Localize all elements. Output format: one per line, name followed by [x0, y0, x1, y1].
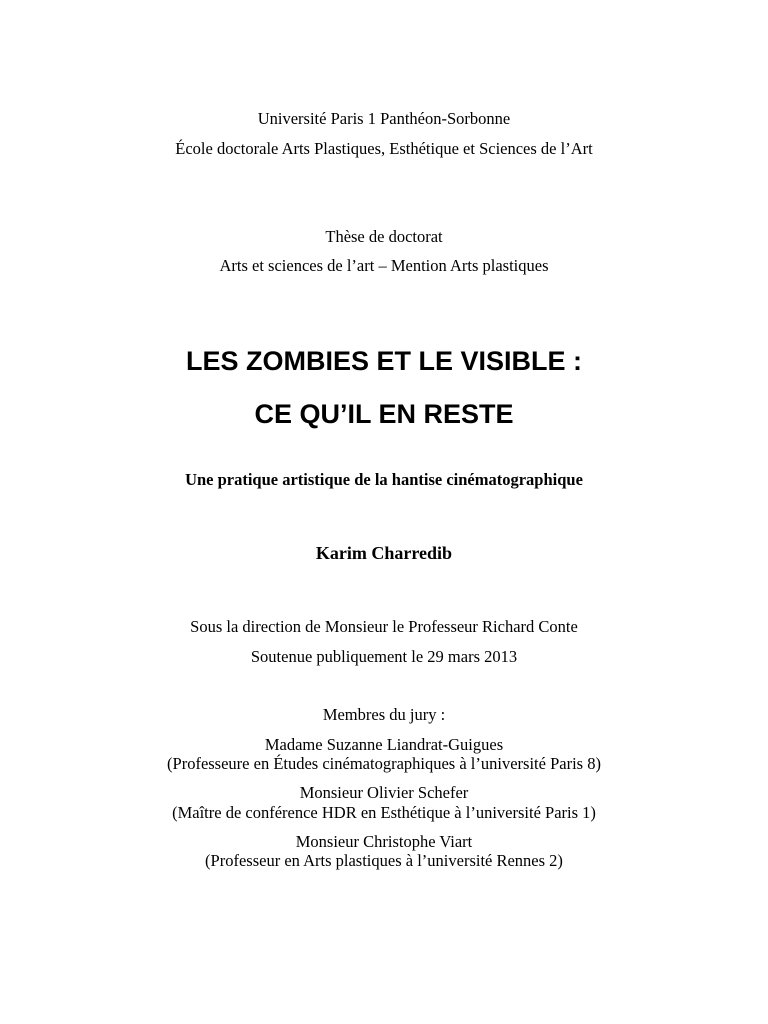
- author-name: Karim Charredib: [315, 543, 453, 563]
- thesis-field: Arts et sciences de l’art – Mention Arts plastiques: [219, 256, 549, 275]
- thesis-title-line-1: LES ZOMBIES ET LE VISIBLE :: [185, 346, 583, 376]
- defense-date: Soutenue publiquement le 29 mars 2013: [250, 647, 518, 666]
- thesis-type: Thèse de doctorat: [325, 227, 443, 246]
- jury-member-name: Monsieur Christophe Viart: [295, 832, 473, 851]
- university-name: Université Paris 1 Panthéon-Sorbonne: [257, 109, 511, 128]
- jury-member-role: (Professeure en Études cinématographiques à l’université Paris 8): [167, 754, 601, 773]
- supervisor-line: Sous la direction de Monsieur le Professeur Richard Conte: [190, 617, 578, 636]
- thesis-subtitle: Une pratique artistique de la hantise cinématographique: [185, 470, 583, 489]
- thesis-title-line-2: CE QU’IL EN RESTE: [254, 399, 514, 429]
- jury-member-name: Monsieur Olivier Schefer: [299, 783, 469, 802]
- jury-heading: Membres du jury :: [322, 705, 446, 724]
- doctoral-school: École doctorale Arts Plastiques, Esthétique et Sciences de l’Art: [175, 139, 593, 158]
- jury-member-role: (Professeur en Arts plastiques à l’université Rennes 2): [205, 851, 563, 870]
- jury-member-name: Madame Suzanne Liandrat-Guigues: [264, 735, 504, 754]
- jury-member-role: (Maître de conférence HDR en Esthétique à l’université Paris 1): [172, 803, 596, 822]
